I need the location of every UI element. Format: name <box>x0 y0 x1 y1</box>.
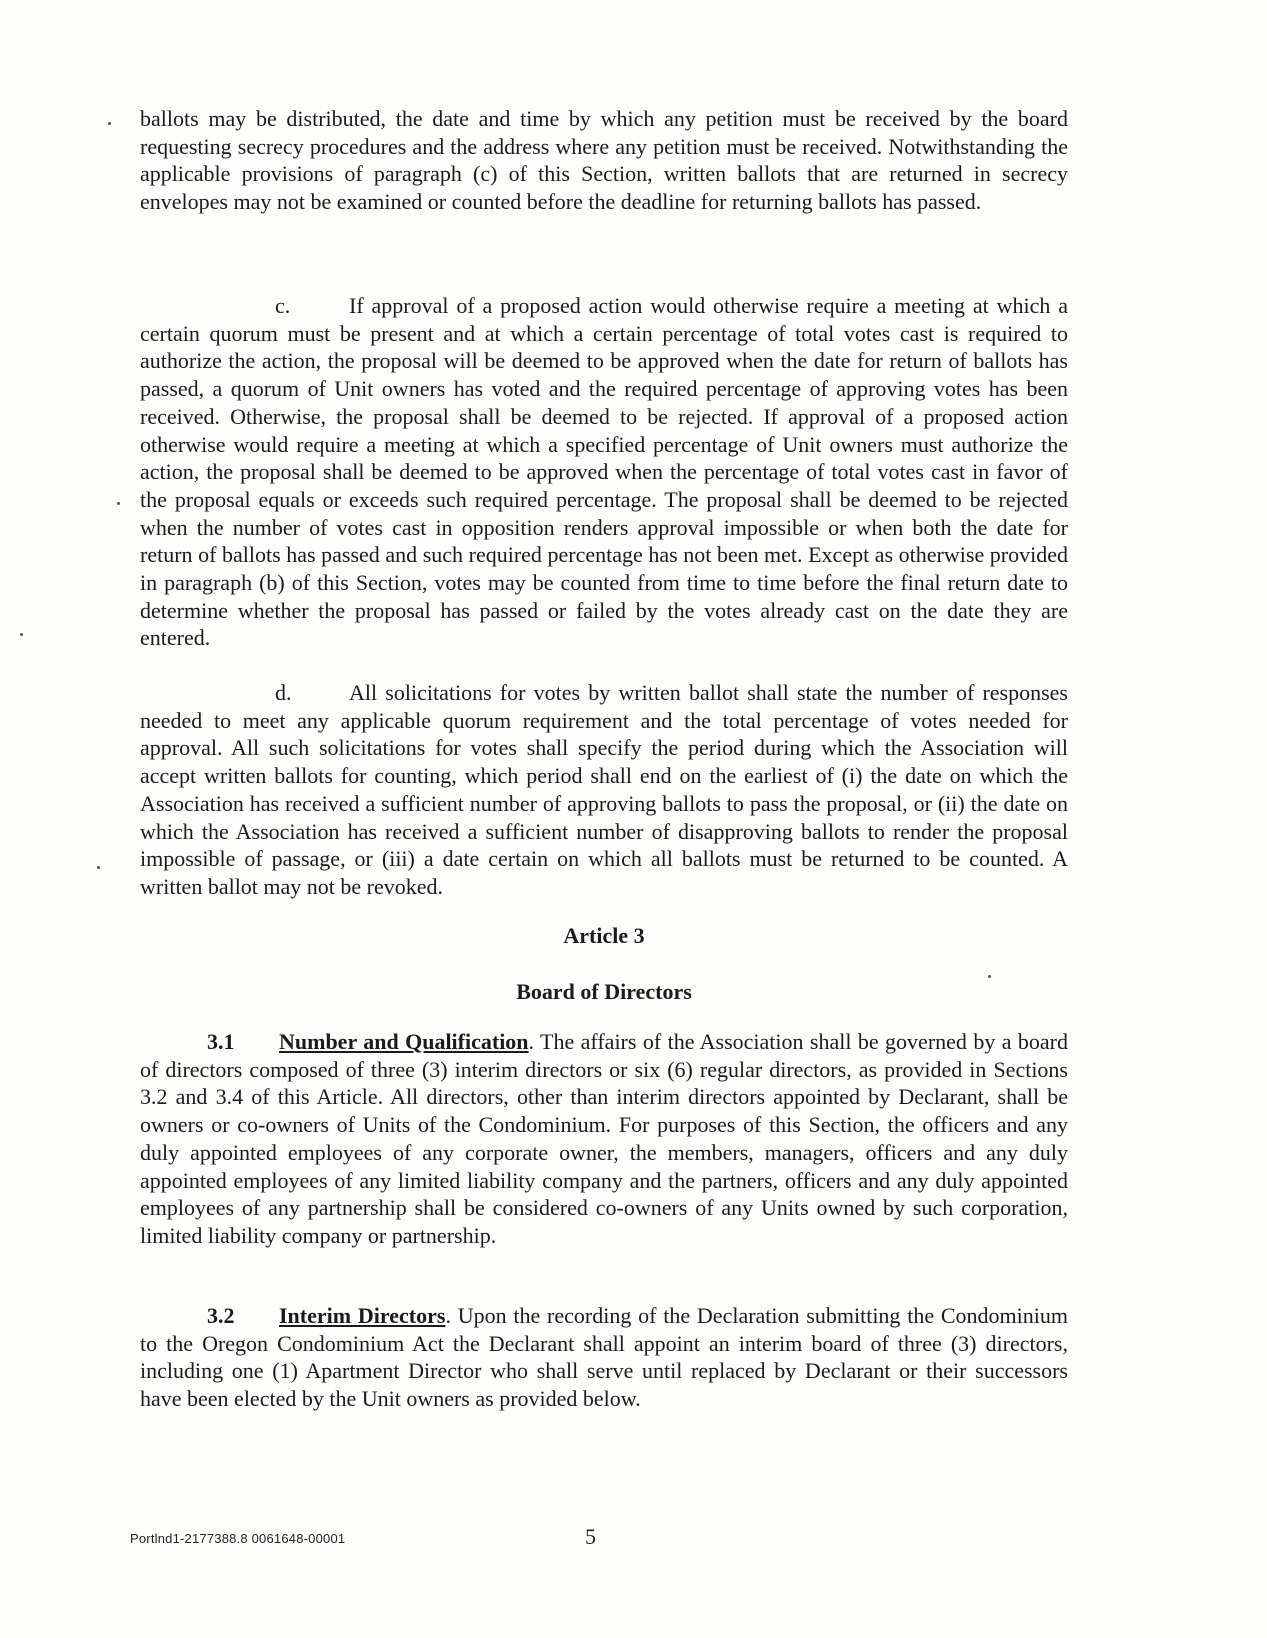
paragraph-c <box>140 292 1068 652</box>
section-3-1-text: . The affairs of the Association shall be governed by a board of directors composed of three (3) interim directors or six (6) regular directors, as provided in Sections 3.2 and 3.4 of this Article. All directors, other than interim directors appointed by Declarant, shall be owners or co-owners of Units of the Condominium. For purposes of this Section, the officers and any duly appointed employees of any corporate owner, the members, managers, officers and any duly appointed employees of any limited liability company and the partners, officers and any duly appointed employees of any partnership shall be considered co-owners of any Units owned by such corporation, limited liability company or partnership. <box>140 1029 1068 1248</box>
paragraph-b-continued: ballots may be distributed, the date and time by which any petition must be received by the board requesting secrecy procedures and the address where any petition must be received. Notwithstanding the applicable provisions of paragraph (c) of this Section, written ballots that are returned in secrecy envelopes may not be examined or counted before the deadline for returning ballots has passed. <box>140 106 1068 215</box>
scan-speck <box>108 122 111 125</box>
paragraph-d <box>140 679 1068 901</box>
section-3-2 <box>140 1302 1068 1413</box>
scan-speck <box>117 502 120 505</box>
section-3-2-title: Interim Directors <box>279 1303 446 1328</box>
paragraph-c-text: If approval of a proposed action would otherwise require a meeting at which a certain quorum must be present and at which a certain percentage of total votes cast is required to authorize the action, the proposal will be deemed to be approved when the date for return of ballots has passed, a quorum of Unit owners has voted and the required percentage of approving votes has been received. Otherwise, the proposal shall be deemed to be rejected. If approval of a proposed action otherwise would require a meeting at which a specified percentage of Unit owners must authorize the action, the proposal shall be deemed to be approved when the percentage of total votes cast in favor of the proposal equals or exceeds such required percentage. The proposal shall be deemed to be rejected when the number of votes cast in opposition renders approval impossible or when both the date for return of ballots has passed and such required percentage has not been met. Except as otherwise provided in paragraph (b) of this Section, votes may be counted from time to time before the final return date to determine whether the proposal has passed or failed by the votes already cast on the date they are entered. <box>140 293 1068 651</box>
article-number: Article 3 <box>563 923 645 948</box>
section-3-1-title: Number and Qualification <box>279 1029 529 1054</box>
scan-speck <box>97 866 100 869</box>
section-3-2-number: 3.2 <box>207 1303 235 1328</box>
scan-speck <box>20 633 23 636</box>
section-3-2-text: . Upon the recording of the Declaration submitting the Condominium to the Oregon Condominium Act the Declarant shall appoint an interim board of three (3) directors, including one (1) Apartment Director who shall serve until replaced by Declarant or their successors have been elected by the Unit owners as provided below. <box>140 1303 1069 1412</box>
footer-document-id: Portlnd1-2177388.8 0061648-00001 <box>130 1531 346 1546</box>
section-3-1-number: 3.1 <box>207 1029 235 1054</box>
article-title: Board of Directors <box>516 979 692 1004</box>
page-number: 5 <box>585 1524 596 1549</box>
paragraph-d-text: All solicitations for votes by written ballot shall state the number of responses needed to meet any applicable quorum requirement and the total percentage of votes needed for approval. All such solicitations for votes shall specify the period during which the Association will accept written ballots for counting, which period shall end on the earliest of (i) the date on which the Association has received a sufficient number of approving ballots to pass the proposal, or (ii) the date on which the Association has received a sufficient number of disapproving ballots to render the proposal impossible of passage, or (iii) a date certain on which all ballots must be returned to be counted. A written ballot may not be revoked. <box>140 680 1068 899</box>
section-3-1 <box>140 1028 1068 1250</box>
paragraph-c-label: c. <box>275 293 291 318</box>
paragraph-d-label: d. <box>275 680 292 705</box>
